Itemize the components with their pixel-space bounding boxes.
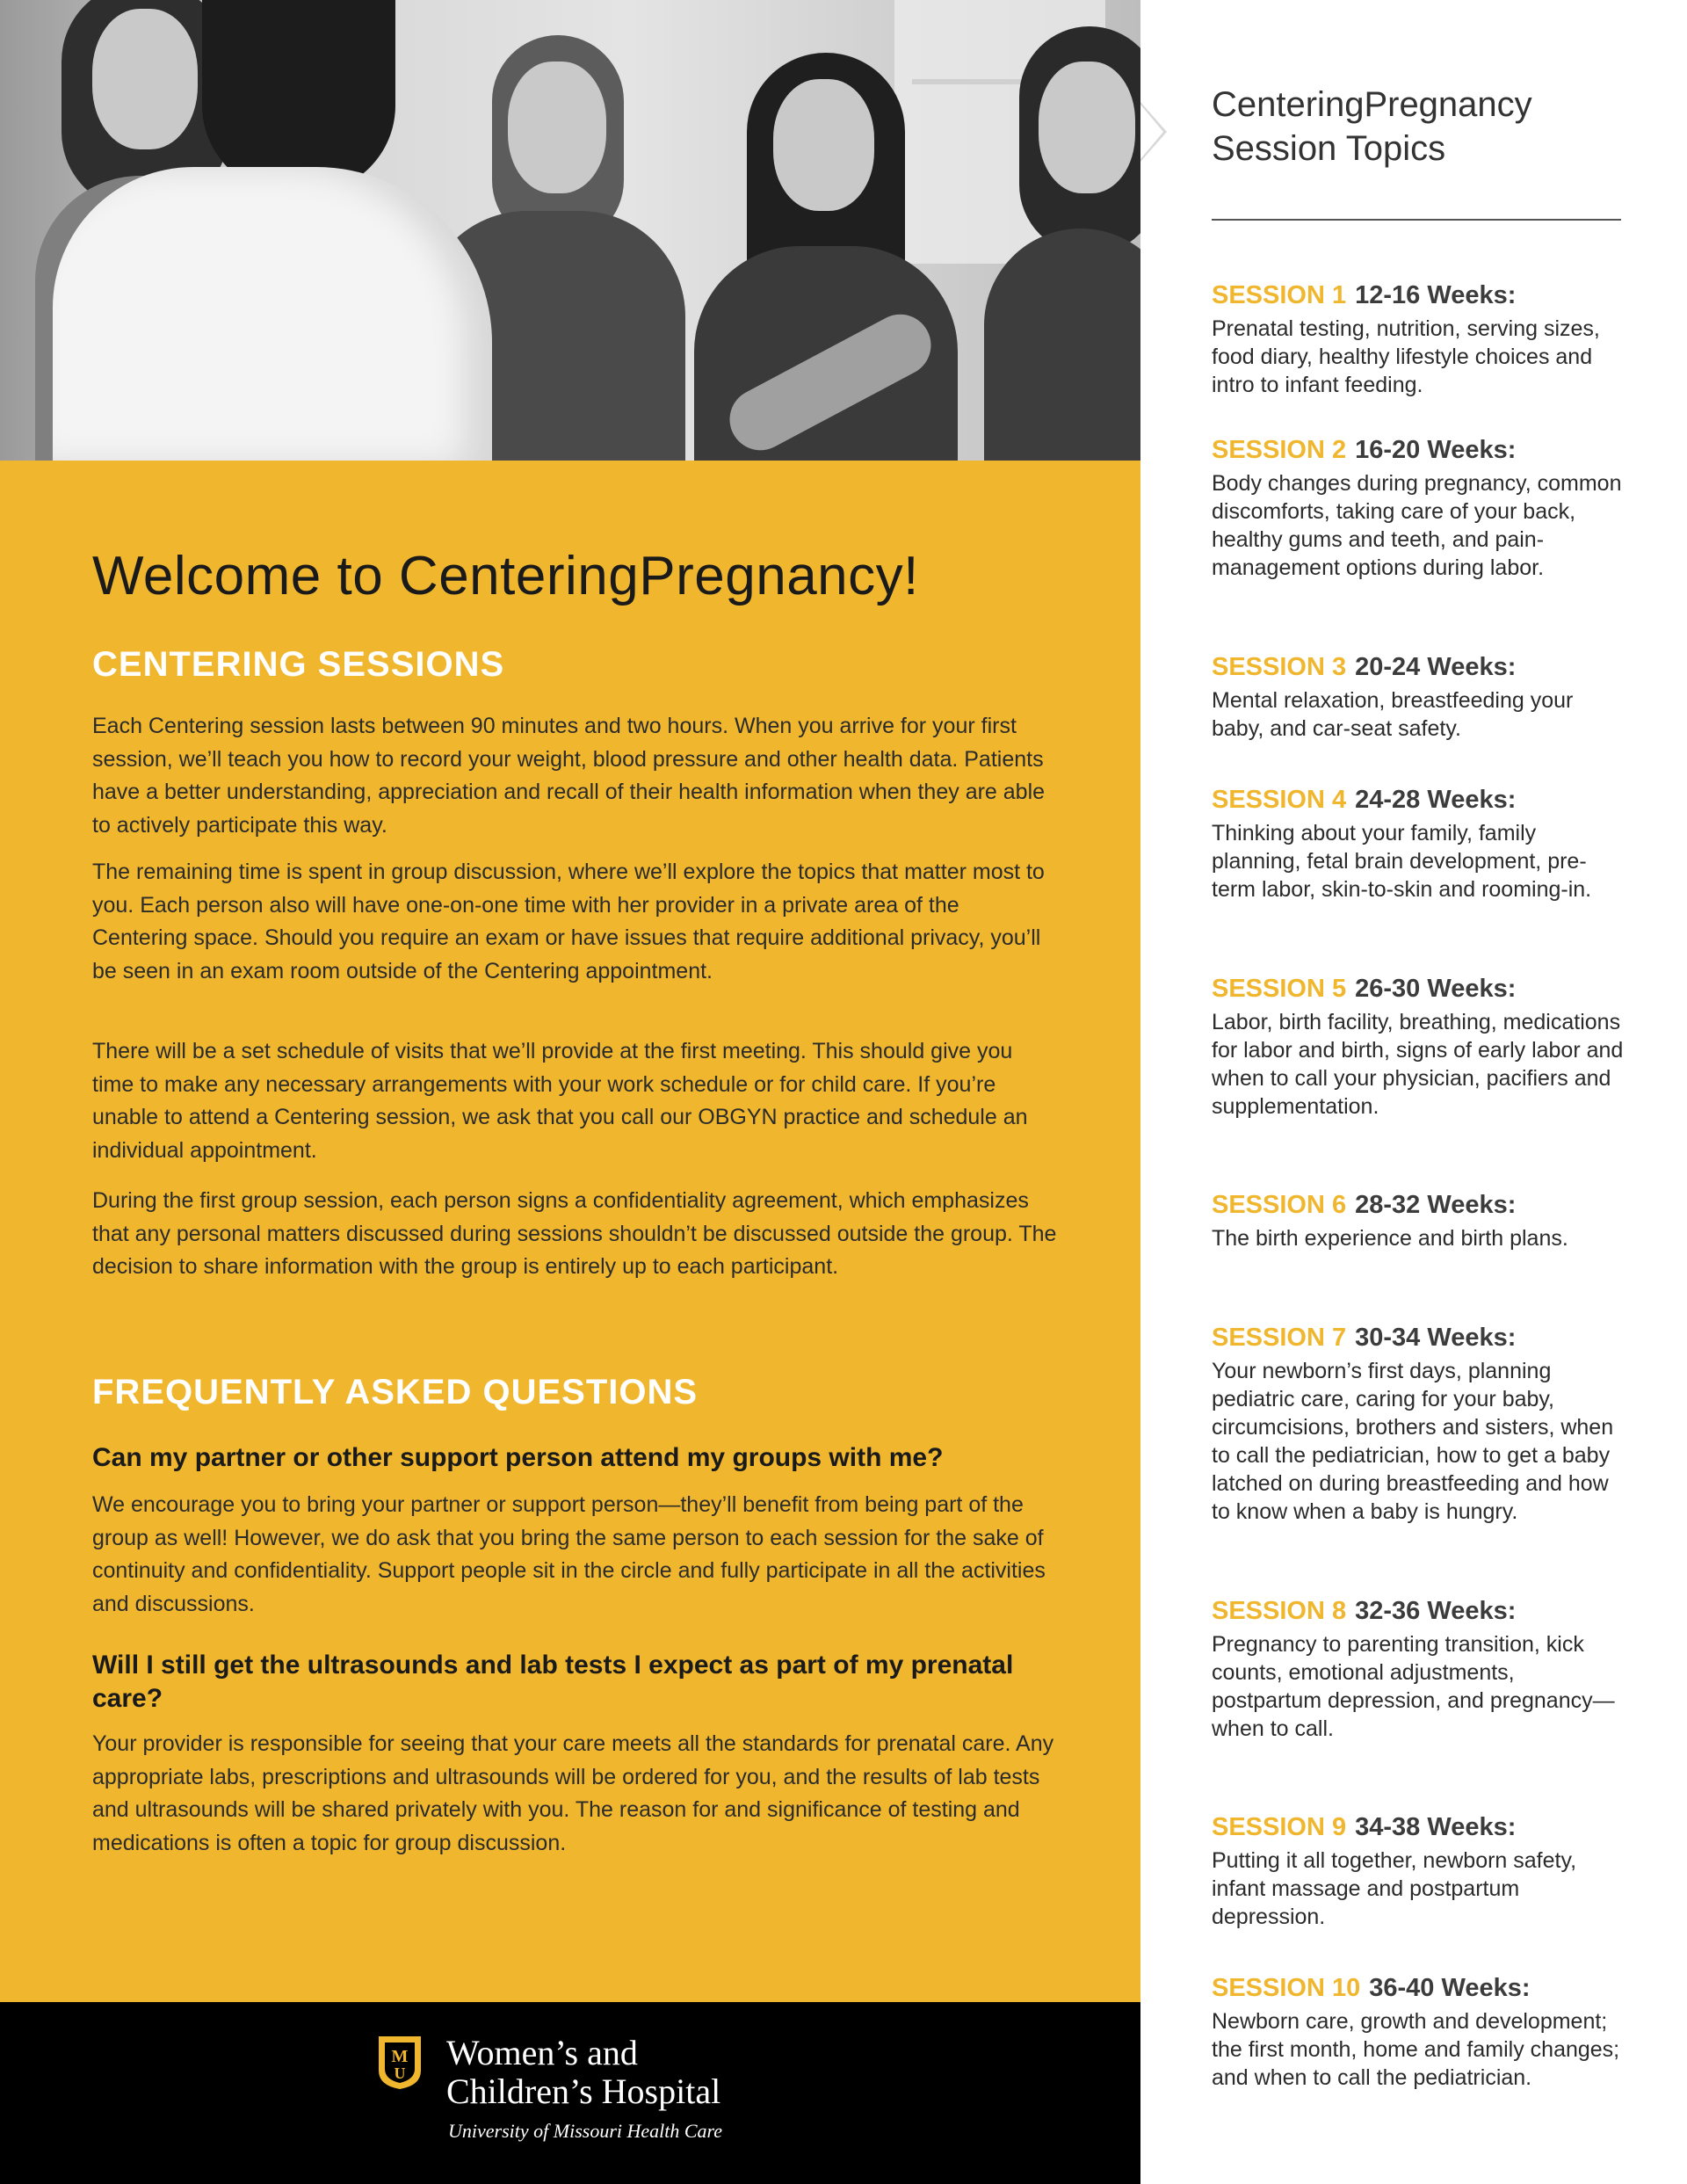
session-label: SESSION 1 xyxy=(1212,281,1347,309)
sidebar-pointer-inner xyxy=(1140,105,1163,159)
session-description: Pregnancy to parenting transition, kick counts, emotional adjustments, postpartum depression, and pregnancy—when to call. xyxy=(1212,1632,1615,1741)
svg-text:U: U xyxy=(394,2064,406,2082)
session-item xyxy=(1212,1811,1625,1931)
session-label: SESSION 6 xyxy=(1212,1191,1347,1219)
session-description: Thinking about your family, family planning, fetal brain development, pre-term labor, skin-to-skin and rooming-in. xyxy=(1212,821,1592,902)
logo-text-line2: Children’s Hospital xyxy=(446,2072,721,2111)
session-label: SESSION 10 xyxy=(1212,1974,1361,2002)
session-description: Prenatal testing, nutrition, serving sizes, food diary, healthy lifestyle choices and intro to infant feeding. xyxy=(1212,316,1600,397)
session-label: SESSION 8 xyxy=(1212,1597,1347,1625)
session-label: SESSION 4 xyxy=(1212,786,1347,814)
faq-answer: We encourage you to bring your partner or support person—they’ll benefit from being part of the group as well! However, we do ask that you bring the same person to each session for the sake of continuity and confidentiality. Support people sit in the circle and fully participate in all the activities and discussions. xyxy=(92,1492,1046,1616)
session-item xyxy=(1212,434,1625,582)
centering-paragraph: There will be a set schedule of visits that we’ll provide at the first meeting. This should give you time to make any necessary arrangements with your work schedule or for child care. If you’re unable to attend a Centering session, we ask that you call our OBGYN practice and schedule an individual appointment. xyxy=(92,1039,1028,1163)
centering-sessions-heading: CENTERING SESSIONS xyxy=(92,645,505,684)
hero-photo xyxy=(0,0,1140,461)
session-description: The birth experience and birth plans. xyxy=(1212,1226,1568,1251)
session-weeks: 26-30 Weeks: xyxy=(1355,975,1517,1003)
logo-text-tagline: University of Missouri Health Care xyxy=(448,2120,723,2142)
logo-text-line1: Women’s and xyxy=(446,2033,638,2072)
photo-doctor xyxy=(35,0,527,461)
session-weeks: 32-36 Weeks: xyxy=(1355,1597,1517,1625)
centering-paragraph: The remaining time is spent in group discussion, where we’ll explore the topics that matter most to you. Each person also will have one-on-one time with her provider in a private area of the Centering space. Should you require an exam or have issues that require additional privacy, you’ll be seen in an exam room outside of the Centering appointment. xyxy=(92,860,1045,983)
session-weeks: 16-20 Weeks: xyxy=(1355,436,1517,464)
session-weeks: 20-24 Weeks: xyxy=(1355,653,1517,681)
faq-question: Will I still get the ultrasounds and lab tests I expect as part of my prenatal care? xyxy=(92,1651,1014,1713)
session-weeks: 34-38 Weeks: xyxy=(1355,1813,1517,1841)
session-weeks: 36-40 Weeks: xyxy=(1369,1974,1531,2002)
session-description: Newborn care, growth and development; the first month, home and family changes; and when to call the pediatrician. xyxy=(1212,2009,1620,2090)
session-item xyxy=(1212,1972,1625,2092)
faq-heading: FREQUENTLY ASKED QUESTIONS xyxy=(92,1373,699,1411)
main-content-panel xyxy=(0,461,1140,2002)
page-title: Welcome to CenteringPregnancy! xyxy=(92,546,919,606)
session-item xyxy=(1212,1189,1625,1252)
session-description: Mental relaxation, breastfeeding your baby, and car-seat safety. xyxy=(1212,688,1574,741)
session-weeks: 28-32 Weeks: xyxy=(1355,1191,1517,1219)
session-label: SESSION 5 xyxy=(1212,975,1347,1003)
sidebar-title-line1: CenteringPregnancy xyxy=(1212,85,1532,124)
centering-paragraph: Each Centering session lasts between 90 minutes and two hours. When you arrive for your first session, we’ll teach you how to record your weight, blood pressure and other health data. Patients have a better understanding, appreciation and recall of their health information when they are able to actively participate this way. xyxy=(92,714,1046,838)
session-item xyxy=(1212,1322,1625,1526)
centering-paragraph: During the first group session, each person signs a confidentiality agreement, which emphasizes that any personal matters discussed during sessions shouldn’t be discussed outside the group. The decision to share information with the group is entirely up to each participant. xyxy=(92,1188,1057,1279)
session-description: Your newborn’s first days, planning pediatric care, caring for your baby, circumcisions, brothers and sisters, when to call the pediatrician, how to get a baby latched on during breastfeeding and how to know when a baby is hungry. xyxy=(1212,1359,1614,1524)
faq-question: Can my partner or other support person attend my groups with me? xyxy=(92,1443,944,1472)
mu-shield-icon xyxy=(378,2035,422,2090)
session-item xyxy=(1212,1595,1625,1743)
session-label: SESSION 3 xyxy=(1212,653,1347,681)
session-weeks: 30-34 Weeks: xyxy=(1355,1324,1517,1352)
session-description: Labor, birth facility, breathing, medications for labor and birth, signs of early labor and when to call your physician, pacifiers and supplementation. xyxy=(1212,1010,1624,1119)
faq-answer: Your provider is responsible for seeing that your care meets all the standards for prenatal care. Any appropriate labs, prescriptions and ultrasounds will be ordered for you, and the results of lab tests and ultrasounds will be shared privately with you. The reason for and significance of testing and medications is often a topic for group discussion. xyxy=(92,1731,1054,1855)
sidebar-divider xyxy=(1212,219,1621,221)
session-label: SESSION 2 xyxy=(1212,436,1347,464)
sidebar-title xyxy=(1212,83,1532,171)
session-item xyxy=(1212,784,1625,903)
session-weeks: 24-28 Weeks: xyxy=(1355,786,1517,814)
sidebar-title-line2: Session Topics xyxy=(1212,129,1446,168)
session-weeks: 12-16 Weeks: xyxy=(1355,281,1517,309)
session-item xyxy=(1212,279,1625,399)
session-item xyxy=(1212,651,1625,743)
session-item xyxy=(1212,973,1625,1121)
photo-person-4 xyxy=(984,26,1140,461)
session-description: Body changes during pregnancy, common discomforts, taking care of your back, healthy gums and teeth, and pain-management options during labor. xyxy=(1212,471,1622,580)
footer xyxy=(0,2002,1140,2184)
svg-text:M: M xyxy=(391,2047,409,2066)
session-label: SESSION 9 xyxy=(1212,1813,1347,1841)
session-label: SESSION 7 xyxy=(1212,1324,1347,1352)
session-description: Putting it all together, newborn safety, infant massage and postpartum depression. xyxy=(1212,1848,1577,1929)
